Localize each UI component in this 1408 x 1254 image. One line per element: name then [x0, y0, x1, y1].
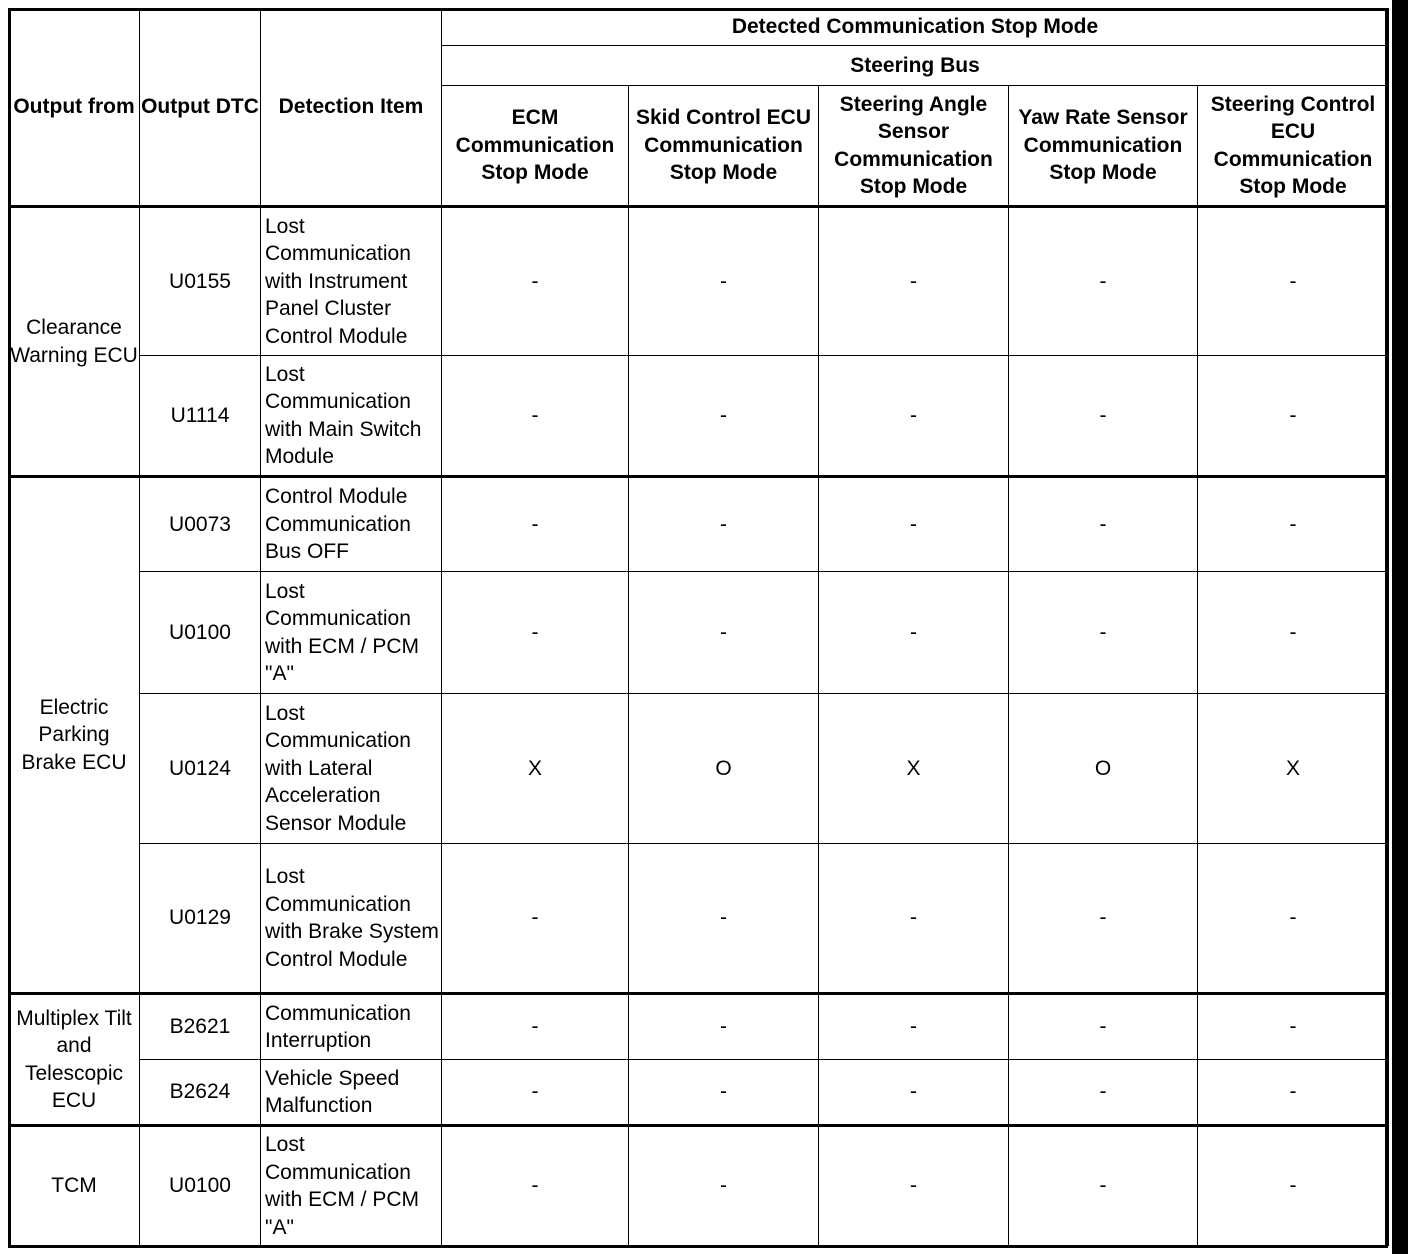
dtc-cell: U0155	[140, 207, 261, 356]
mode-value-cell: -	[629, 572, 819, 694]
mode-value-cell: -	[442, 207, 629, 356]
mode-value-cell: -	[629, 356, 819, 477]
mode-value-cell: -	[442, 572, 629, 694]
dtc-cell: U0124	[140, 694, 261, 844]
mode-value-cell: -	[1009, 1060, 1198, 1126]
mode-value-cell: -	[819, 356, 1009, 477]
mode-value-cell: -	[442, 356, 629, 477]
mode-value-cell: O	[629, 694, 819, 844]
mode-value-cell: -	[819, 844, 1009, 994]
mode-value-cell: -	[629, 207, 819, 356]
output-from-cell: Clearance Warning ECU	[9, 207, 140, 477]
mode-value-cell: X	[819, 694, 1009, 844]
mode-value-cell: -	[442, 994, 629, 1060]
header-mode-skid-control: Skid Control ECU Communication Stop Mode	[629, 86, 819, 207]
table-outer-border	[8, 8, 1388, 1248]
header-output-from: Output from	[9, 9, 140, 207]
mode-value-cell: -	[1198, 1126, 1389, 1246]
detection-item-cell: Lost Communication with Brake System Control Module	[261, 844, 442, 994]
mode-value-cell: -	[1198, 356, 1389, 477]
mode-value-cell: X	[1198, 694, 1389, 844]
header-steering-bus: Steering Bus	[442, 46, 1389, 86]
mode-value-cell: -	[1009, 356, 1198, 477]
mode-value-cell: -	[819, 477, 1009, 572]
mode-value-cell: -	[442, 1060, 629, 1126]
detection-item-cell: Control Module Communication Bus OFF	[261, 477, 442, 572]
mode-value-cell: -	[1009, 994, 1198, 1060]
header-detection-item: Detection Item	[261, 9, 442, 207]
dtc-cell: U0100	[140, 1126, 261, 1246]
mode-value-cell: -	[819, 1126, 1009, 1246]
mode-value-cell: -	[1198, 207, 1389, 356]
dtc-cell: B2624	[140, 1060, 261, 1126]
mode-value-cell: -	[1009, 1126, 1198, 1246]
dtc-cell: B2621	[140, 994, 261, 1060]
mode-value-cell: -	[629, 1126, 819, 1246]
mode-value-cell: -	[819, 207, 1009, 356]
detection-item-cell: Lost Communication with ECM / PCM "A"	[261, 572, 442, 694]
page-edge-bar	[1392, 0, 1408, 1254]
mode-value-cell: -	[1009, 844, 1198, 994]
header-mode-ecm: ECM Communication Stop Mode	[442, 86, 629, 207]
mode-value-cell: -	[1198, 477, 1389, 572]
output-from-cell: TCM	[9, 1126, 140, 1246]
mode-value-cell: O	[1009, 694, 1198, 844]
dtc-cell: U0100	[140, 572, 261, 694]
mode-value-cell: -	[1198, 1060, 1389, 1126]
header-mode-steering-angle: Steering Angle Sensor Communication Stop Mode	[819, 86, 1009, 207]
mode-value-cell: -	[1009, 572, 1198, 694]
mode-value-cell: -	[819, 1060, 1009, 1126]
mode-value-cell: -	[629, 1060, 819, 1126]
detection-item-cell: Lost Communication with ECM / PCM "A"	[261, 1126, 442, 1246]
mode-value-cell: -	[1198, 572, 1389, 694]
mode-value-cell: -	[629, 844, 819, 994]
output-from-cell: Multiplex Tilt and Telescopic ECU	[9, 994, 140, 1126]
mode-value-cell: -	[442, 844, 629, 994]
header-detected-mode: Detected Communication Stop Mode	[442, 9, 1389, 46]
detection-item-cell: Lost Communication with Lateral Acceleration Sensor Module	[261, 694, 442, 844]
dtc-cell: U0073	[140, 477, 261, 572]
header-mode-steering-control: Steering Control ECU Communication Stop Mode	[1198, 86, 1389, 207]
mode-value-cell: -	[1009, 207, 1198, 356]
mode-value-cell: X	[442, 694, 629, 844]
header-output-dtc: Output DTC	[140, 9, 261, 207]
mode-value-cell: -	[819, 994, 1009, 1060]
detection-item-cell: Vehicle Speed Malfunction	[261, 1060, 442, 1126]
mode-value-cell: -	[442, 477, 629, 572]
mode-value-cell: -	[819, 572, 1009, 694]
mode-value-cell: -	[442, 1126, 629, 1246]
mode-value-cell: -	[1009, 477, 1198, 572]
detection-item-cell: Communication Interruption	[261, 994, 442, 1060]
mode-value-cell: -	[1198, 844, 1389, 994]
mode-value-cell: -	[629, 994, 819, 1060]
detection-item-cell: Lost Communication with Instrument Panel Cluster Control Module	[261, 207, 442, 356]
header-mode-yaw-rate: Yaw Rate Sensor Communication Stop Mode	[1009, 86, 1198, 207]
mode-value-cell: -	[629, 477, 819, 572]
detection-item-cell: Lost Communication with Main Switch Module	[261, 356, 442, 477]
dtc-cell: U1114	[140, 356, 261, 477]
dtc-cell: U0129	[140, 844, 261, 994]
output-from-cell: Electric Parking Brake ECU	[9, 477, 140, 994]
mode-value-cell: -	[1198, 994, 1389, 1060]
